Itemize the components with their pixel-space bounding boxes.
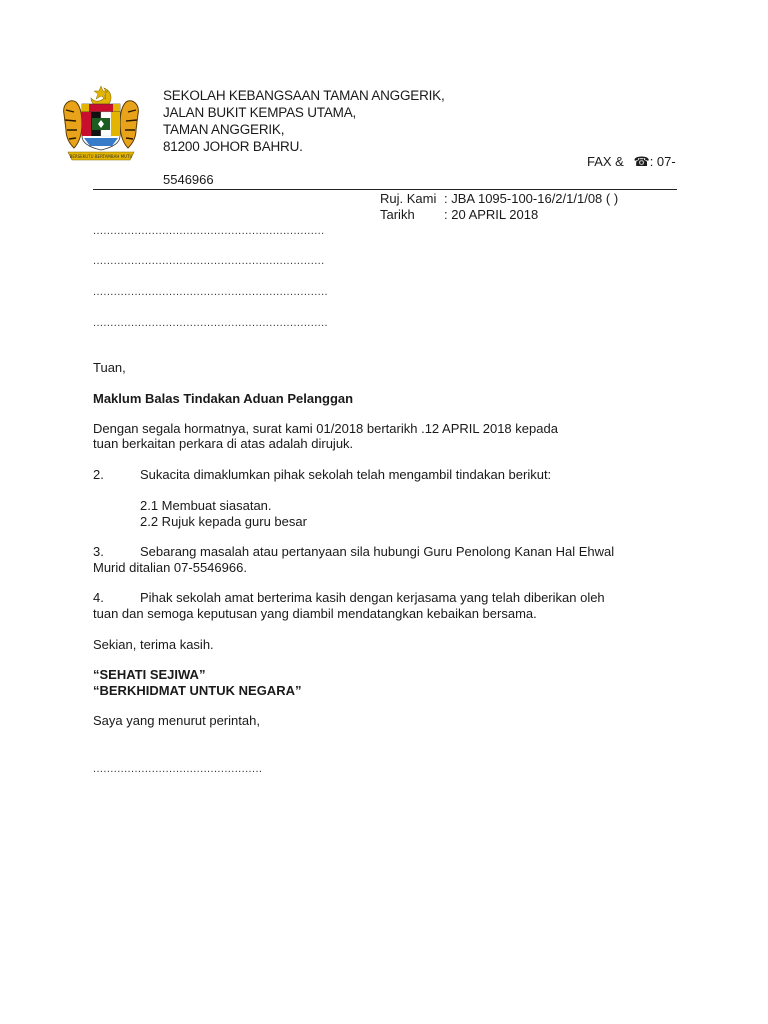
recipient-line-4: .................................................................... — [93, 317, 329, 329]
tarikh-value: : 20 APRIL 2018 — [444, 207, 539, 222]
telephone-icon: ☎ — [633, 154, 650, 169]
school-address-line-4: 81200 JOHOR BAHRU. — [163, 139, 303, 154]
letterhead-divider — [93, 189, 677, 190]
school-address-line-2: JALAN BUKIT KEMPAS UTAMA, — [163, 105, 357, 120]
fax-label: FAX & — [587, 154, 624, 169]
closing: Sekian, terima kasih. — [93, 637, 214, 652]
paragraph-2-text: Sukacita dimaklumkan pihak sekolah telah mengambil tindakan berikut: — [140, 467, 552, 482]
paragraph-2-number: 2. — [93, 467, 104, 482]
action-item-2: 2.2 Rujuk kepada guru besar — [140, 514, 307, 529]
school-address-line-3: TAMAN ANGGERIK, — [163, 122, 285, 137]
ruj-label: Ruj. Kami — [380, 191, 437, 206]
tarikh-label: Tarikh — [380, 207, 415, 222]
paragraph-4-line-1: Pihak sekolah amat berterima kasih dengan kerjasama yang telah diberikan oleh — [140, 590, 605, 605]
fax-number-part1: : 07- — [649, 154, 676, 169]
fax-number-part2: 5546966 — [163, 172, 214, 187]
signature-line: ................................................. — [93, 763, 263, 775]
ruj-value: : JBA 1095-100-16/2/1/1/08 ( ) — [444, 191, 619, 206]
school-address-line-1: SEKOLAH KEBANGSAAN TAMAN ANGGERIK, — [163, 88, 445, 103]
paragraph-3-line-1: Sebarang masalah atau pertanyaan sila hubungi Guru Penolong Kanan Hal Ehwal — [140, 544, 615, 559]
paragraph-4-number: 4. — [93, 590, 104, 605]
intro-line-2: tuan berkaitan perkara di atas adalah dirujuk. — [93, 436, 354, 451]
malaysia-coat-of-arms-icon — [60, 84, 142, 164]
recipient-line-2: ................................................................... — [93, 255, 325, 267]
recipient-line-3: .................................................................... — [93, 286, 329, 298]
paragraph-3-line-2: Murid ditalian 07-5546966. — [93, 560, 247, 575]
motto-berkhidmat: “BERKHIDMAT UNTUK NEGARA” — [93, 683, 302, 698]
crest-motto: BERSEKUTU BERTAMBAH MUTU — [69, 154, 133, 159]
letter-subject: Maklum Balas Tindakan Aduan Pelanggan — [93, 391, 354, 406]
fax-line — [587, 154, 676, 170]
salutation: Tuan, — [93, 360, 126, 375]
sign-off: Saya yang menurut perintah, — [93, 713, 260, 728]
action-item-1: 2.1 Membuat siasatan. — [140, 498, 272, 513]
paragraph-3-number: 3. — [93, 544, 104, 559]
intro-line-1: Dengan segala hormatnya, surat kami 01/2018 bertarikh .12 APRIL 2018 kepada — [93, 421, 558, 436]
paragraph-4-line-2: tuan dan semoga keputusan yang diambil mendatangkan kebaikan bersama. — [93, 606, 537, 621]
motto-sehati-sejiwa: “SEHATI SEJIWA” — [93, 667, 206, 682]
recipient-line-1: ................................................................... — [93, 225, 325, 237]
